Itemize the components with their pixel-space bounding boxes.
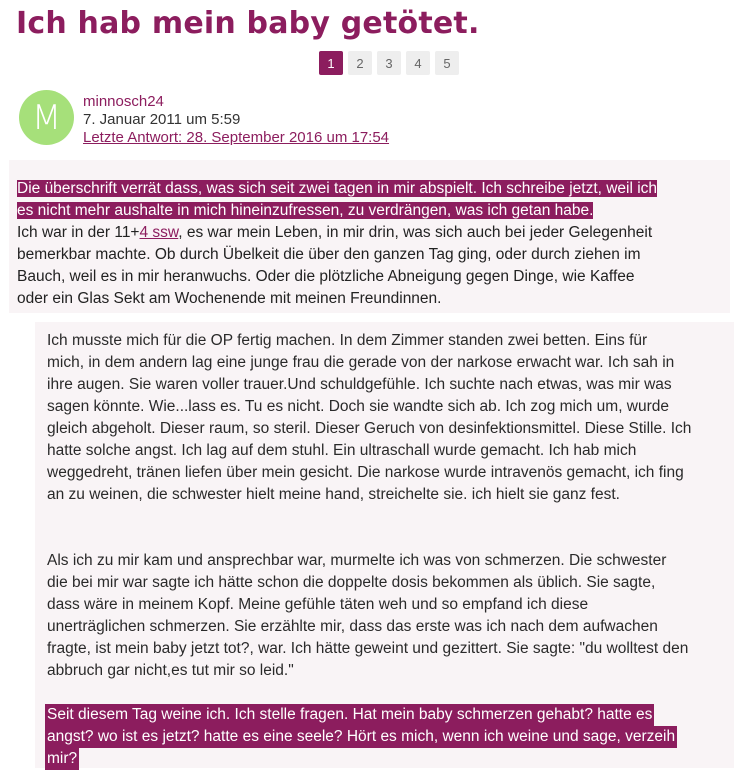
pagination (319, 51, 459, 75)
post-line: hatte solche angst. Ich lag auf dem stuhl. Ein ultraschall wurde gemacht. Ich hab mich (47, 442, 637, 459)
page-title: Ich hab mein baby getötet. (16, 6, 480, 41)
svg-text:M: M (31, 98, 62, 138)
post-line: ihre augen. Sie waren voller trauer.Und schuldgefühle. Ich suchte nach etwas, was mir was (47, 376, 672, 393)
avatar-letter-icon (19, 90, 74, 145)
post-line: Ich war in der 11+4 ssw, es war mein Leben, in mir drin, was sich auch bei jeder Gelegenheit (17, 224, 653, 241)
author-info (83, 93, 389, 147)
post-body-intro (9, 160, 730, 313)
post-date: 7. Januar 2011 um 5:59 (83, 111, 241, 128)
highlighted-text: es nicht mehr aushalte in mich hineinzufressen, zu verdrängen, was ich getan habe. (17, 202, 594, 219)
highlighted-text: Seit diesem Tag weine ich. Ich stelle fragen. Hat mein baby schmerzen gehabt? hatte es (45, 704, 654, 726)
post-body-continued (35, 322, 734, 768)
post-line: mich, in dem andern lag eine junge frau die gerade von der narkose erwacht war. Ich sah in (47, 354, 675, 371)
paragraph-gap (47, 506, 734, 550)
last-reply-link[interactable]: Letzte Antwort: 28. September 2016 um 17:54 (83, 129, 390, 146)
post-line: dass wäre in meinem Kopf. Meine gefühle täten weh und so empfand ich diese (47, 596, 589, 613)
post-line: gleich abgeholt. Dieser raum, so steril. Dieser Geruch von desinfektionsmittel. Diese Stille. Ich (47, 420, 692, 437)
highlighted-text: Die überschrift verrät dass, was sich seit zwei tagen in mir abspielt. Ich schreibe jetzt, weil ich (17, 180, 658, 197)
ssw-link[interactable]: 4 ssw (139, 224, 179, 241)
post-line: sagen könnte. Wie...lass es. Tu es nicht. Doch sie wandte sich ab. Ich zog mich um, wurde (47, 398, 670, 415)
page-5-button[interactable]: 5 (435, 51, 459, 75)
post-line: die bei mir war sagte ich hätte schon die doppelte dosis bekommen als üblich. Sie sagte, (47, 574, 656, 591)
post-line: fragte, ist mein baby jetzt tot?, war. Ich hätte geweint und gezittert. Sie sagte: "du wolltest den (47, 640, 689, 657)
post-line: Als ich zu mir kam und ansprechbar war, murmelte ich was von schmerzen. Die schwester (47, 552, 667, 569)
post-line: weggedreht, tränen liefen über mein gesicht. Die narkose wurde intravenös gemacht, ich fing (47, 464, 684, 481)
page-4-button[interactable]: 4 (406, 51, 430, 75)
avatar[interactable] (19, 90, 74, 145)
page-1-button[interactable]: 1 (319, 51, 343, 75)
author-name-link[interactable]: minnosch24 (83, 93, 164, 110)
page-3-button[interactable]: 3 (377, 51, 401, 75)
highlighted-text: mir? (45, 748, 79, 770)
post-line: an zu weinen, die schwester hielt meine hand, streichelte sie. ich hielt sie ganz fest. (47, 486, 620, 503)
paragraph-gap (47, 682, 734, 704)
post-line: Ich musste mich für die OP fertig machen. In dem Zimmer standen zwei betten. Eins für (47, 332, 648, 349)
post-line: oder ein Glas Sekt am Wochenende mit meinen Freundinnen. (17, 290, 442, 307)
highlighted-text: angst? wo ist es jetzt? hatte es eine seele? Hört es mich, wenn ich weine und sage, verzeih (45, 726, 677, 748)
post-line: bemerkbar machte. Ob durch Übelkeit die über den ganzen Tag ging, oder durch ziehen im (17, 246, 641, 263)
post-line: unerträglichen schmerzen. Sie erzählte mir, dass das erste was ich nach dem aufwachen (47, 618, 658, 635)
page-2-button[interactable]: 2 (348, 51, 372, 75)
post-line: Bauch, weil es in mir heranwuchs. Oder die plötzliche Abneigung gegen Dinge, wie Kaffee (17, 268, 635, 285)
post-line: abbruch gar nicht,es tut mir so leid." (47, 662, 294, 679)
